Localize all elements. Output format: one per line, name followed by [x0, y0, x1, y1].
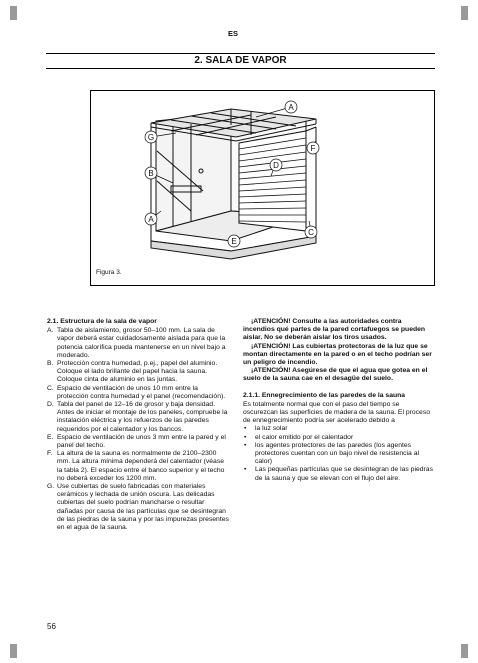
section-title: 2. SALA DE VAPOR	[46, 53, 435, 69]
bullet-text: la luz solar	[255, 425, 288, 433]
subsection-paragraph: Es totalmente normal que con el paso del tiempo se oscurezcan las superficies de madera de la sauna. El proceso de ennegrecimiento podría ser acelerado debido a	[243, 400, 431, 425]
warning-light-covers: ¡ATENCIÓN! Las cubiertas protectoras de la luz que se montan directamente en la pared o en el techo podrían ser un peligro de incendio.	[243, 342, 432, 367]
diagram-label-d: D	[273, 161, 279, 170]
section-heading: 2.1. Estructura de la sala de vapor	[47, 318, 157, 325]
item-text: La altura de la sauna es normalmente de 2100–2300 mm. La altura mínima dependerá del calentador (véase la tabla 2). El espacio entre el banco superior y el techo no deberá exceder los 1200 mm.	[57, 450, 225, 482]
list-item-c	[47, 385, 229, 401]
diagram-label-f: G	[147, 133, 155, 142]
bullet-text: Las pequeñas partículas que se desintegran de las piedras de la sauna y que se elevan con el flujo del aire.	[255, 466, 433, 482]
item-key: E.	[47, 433, 54, 441]
item-key: A.	[47, 327, 54, 335]
item-text: Espacio de ventilación de unos 10 mm entre la protección contra humedad y el panel (recomendación).	[57, 384, 226, 400]
item-key: B.	[47, 360, 54, 368]
bullet-text: los agentes protectores de las paredes (los agentes protectores cuentan con un bajo nivel de resistencia al calor)	[255, 441, 419, 466]
list-item-a	[47, 327, 229, 360]
item-key: D.	[47, 401, 54, 409]
crop-mark-top-left	[10, 6, 17, 20]
diagram-label-b: B	[148, 169, 154, 178]
diagram-label-a-bottom: A	[148, 215, 154, 224]
language-tag: ES	[227, 29, 238, 38]
diagram-label-a-top: A	[288, 103, 294, 112]
crop-mark-bottom-left	[10, 644, 17, 658]
warning-fire-authorities: ¡ATENCIÓN! Consulte a las autoridades contra incendios qué partes de la pared cortafuegos se pueden aislar. No se deberán aislar los tiros usados.	[243, 318, 426, 342]
diagram-label-e: F	[310, 144, 316, 153]
item-key: F.	[47, 450, 53, 458]
list-item-f	[47, 450, 229, 483]
list-item-d	[47, 401, 229, 434]
subsection-heading: 2.1.1. Ennegrecimiento de las paredes de la sauna	[243, 391, 406, 399]
item-text: Protección contra humedad, p.ej., papel del aluminio. Coloque el lado brillante del papel hacia la sauna. Coloque cinta de aluminio en las juntas.	[57, 360, 218, 384]
page-number: 56	[47, 622, 56, 631]
item-text: Use cubiertas de suelo fabricadas con materiales cerámicos y lechada de unión oscura. Las delicadas cubiertas del suelo podrían mancharse o resultar dañadas por causa de las partículas que se desintegran de las piedras de la sauna y por las impurezas presentes en el agua de la sauna.	[57, 483, 229, 532]
list-item-e	[47, 434, 229, 450]
item-key: C.	[47, 384, 54, 392]
sauna-structure-diagram	[91, 91, 436, 287]
bullet-item: • Las pequeñas partículas que se desintegran de las piedras de la sauna y que se elevan con el flujo del aire.	[244, 466, 433, 482]
figure-frame	[90, 90, 435, 286]
right-column	[243, 318, 434, 483]
warning-water-drain: ¡ATENCIÓN! Asegúrese de que el agua que gotea en el suelo de la sauna cae en el desagüe del suelo.	[243, 367, 428, 383]
diagram-label-g: E	[231, 237, 237, 246]
bullet-item: • el calor emitido por el calentador	[244, 433, 354, 441]
figure-caption: Figura 3.	[96, 269, 122, 276]
item-text: Tabla de aislamiento, grosor 50–100 mm. La sala de vapor deberá estar cuidadosamente aislada para que la potencia calorífica pueda mantenerse en un nivel bajo a moderado.	[57, 327, 226, 359]
diagram-label-c: C	[308, 228, 314, 237]
item-key: G.	[47, 483, 55, 491]
item-text: Tabla del panel de 12–16 de grosor y baja densidad. Antes de iniciar el montaje de los paneles, compruebe la instalación eléctrica y los refuerzos de las paredes requeridos por el calentador y los bancos.	[57, 401, 228, 433]
crop-mark-top-right	[461, 6, 468, 20]
left-column	[47, 318, 229, 532]
bullet-item: • los agentes protectores de las paredes (los agentes protectores cuentan con un bajo nivel de resistencia al calor)	[243, 442, 434, 467]
list-item-b	[47, 360, 229, 385]
bullet-text: el calor emitido por el calentador	[255, 433, 354, 441]
item-text: Espacio de ventilación de unos 3 mm entre la pared y el panel del techo.	[57, 433, 226, 450]
list-item-g	[47, 483, 229, 532]
crop-mark-bottom-right	[461, 644, 468, 658]
bullet-item: • la luz solar	[244, 425, 288, 433]
